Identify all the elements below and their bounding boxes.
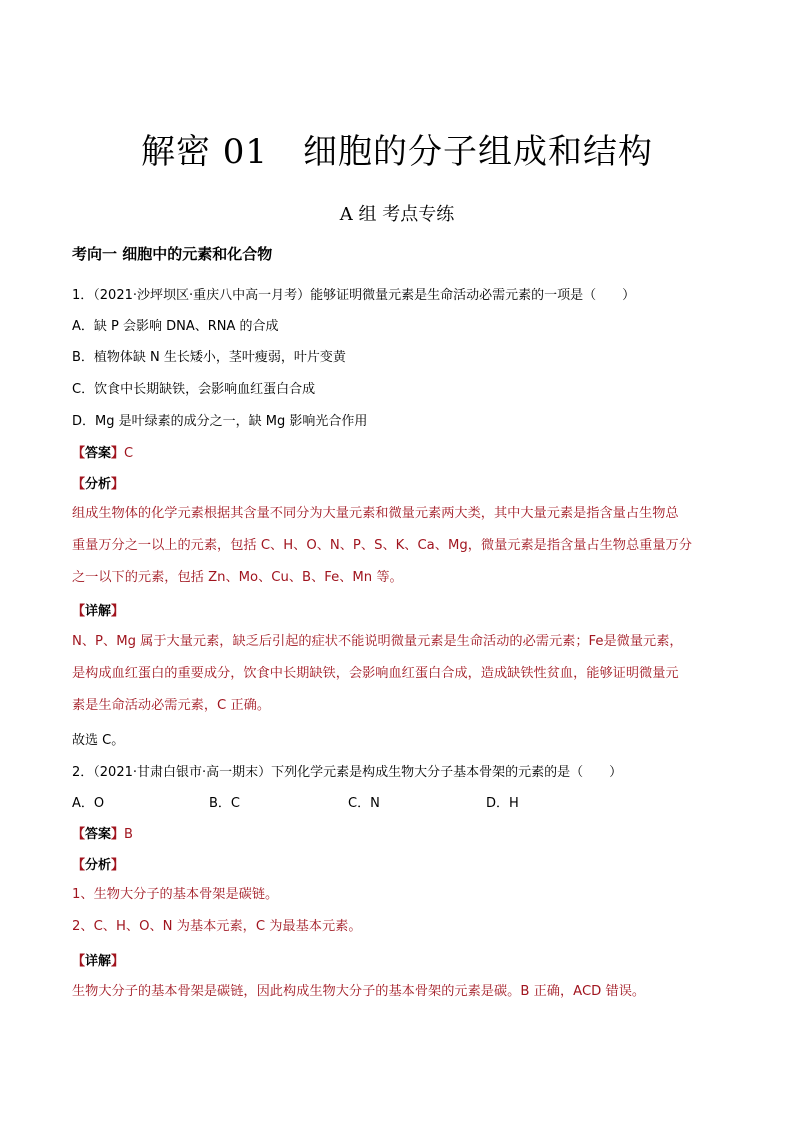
q1-analysis-line: 组成生物体的化学元素根据其含量不同分为大量元素和微量元素两大类，其中大量元素是指含量占生物总: [72, 506, 679, 521]
q1-analysis-line: 之一以下的元素，包括 Zn、Mo、Cu、B、Fe、Mn 等。: [72, 570, 403, 585]
q2-analysis-line: 2、C、H、O、N 为基本元素，C 为最基本元素。: [72, 919, 362, 934]
q2-answer-value: B: [124, 827, 133, 842]
q2-analysis-line: 1、生物大分子的基本骨架是碳链。: [72, 887, 279, 902]
q2-stem: 2．（2021·甘肃白银市·高一期末）下列化学元素是构成生物大分子基本骨架的元素的是（ ）: [72, 765, 623, 780]
document-title: 解密 01 细胞的分子组成和结构: [140, 132, 654, 172]
q2-detail-label: 详解: [85, 954, 112, 969]
q1-detail-label: 详解: [85, 604, 112, 619]
q1-detail-line: 素是生命活动必需元素，C 正确。: [72, 698, 271, 713]
q1-option-a: A．缺 P 会影响 DNA、RNA 的合成: [72, 319, 279, 334]
q2-analysis-label: 分析: [85, 858, 112, 873]
q1-analysis-line: 重量万分之一以上的元素，包括 C、H、O、N、P、S、K、Ca、Mg，微量元素是指含量占生物总重量万分: [72, 538, 692, 553]
q2-detail-text: [72, 976, 722, 1008]
q2-answer-label: 答案: [85, 827, 112, 842]
q2-answer: 【答案】B: [72, 827, 133, 842]
q1-detail-line: N、P、Mg 属于大量元素，缺乏后引起的症状不能说明微量元素是生命活动的必需元素；Fe是微量元素，: [72, 634, 683, 649]
q2-detail-heading: 【详解】: [72, 954, 125, 969]
q1-conclusion: 故选 C。: [72, 733, 125, 748]
section-heading: 考向一 细胞中的元素和化合物: [72, 245, 273, 263]
q2-analysis-heading: 【分析】: [72, 858, 125, 873]
q1-option-d: D．Mg 是叶绿素的成分之一，缺 Mg 影响光合作用: [72, 414, 368, 429]
q1-analysis-heading: 【分析】: [72, 477, 125, 492]
q1-option-b: B．植物体缺 N 生长矮小，茎叶瘦弱，叶片变黄: [72, 350, 346, 365]
q1-detail-line: 是构成血红蛋白的重要成分，饮食中长期缺铁，会影响血红蛋白合成，造成缺铁性贫血，能够证明微量元: [72, 666, 679, 681]
q2-option-d: D．H: [486, 796, 519, 811]
q2-analysis-text: [72, 879, 722, 943]
q1-detail-text: [72, 626, 722, 722]
q2-detail-line: 生物大分子的基本骨架是碳链，因此构成生物大分子的基本骨架的元素是碳。B 正确，ACD 错误。: [72, 984, 646, 999]
q1-answer-label: 答案: [85, 446, 112, 461]
group-subtitle: A 组 考点专练: [339, 204, 455, 225]
q1-answer-value: C: [124, 446, 134, 461]
q2-option-c: C．N: [348, 796, 380, 811]
q1-option-c: C．饮食中长期缺铁，会影响血红蛋白合成: [72, 382, 316, 397]
q1-stem: 1．（2021·沙坪坝区·重庆八中高一月考）能够证明微量元素是生命活动必需元素的一项是（ ）: [72, 288, 636, 303]
q2-option-b: B．C: [209, 796, 240, 811]
q1-answer: 【答案】C: [72, 446, 134, 461]
q2-option-a: A．O: [72, 796, 105, 811]
q1-analysis-text: [72, 498, 722, 594]
q1-analysis-label: 分析: [85, 477, 112, 492]
q1-detail-heading: 【详解】: [72, 604, 125, 619]
